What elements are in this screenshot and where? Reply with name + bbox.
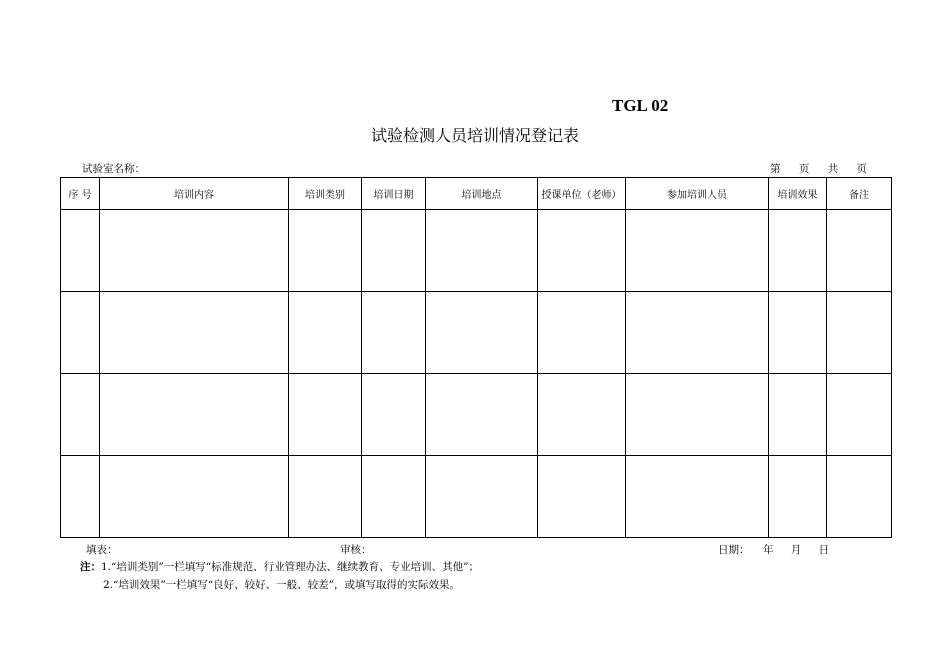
cell-content[interactable] bbox=[100, 374, 289, 456]
cell-instructor[interactable] bbox=[538, 210, 626, 292]
col-header-participants: 参加培训人员 bbox=[626, 178, 769, 210]
cell-participants[interactable] bbox=[626, 374, 769, 456]
cell-date[interactable] bbox=[362, 374, 426, 456]
lab-name-label: 试验室名称： bbox=[82, 163, 145, 175]
cell-category[interactable] bbox=[289, 210, 362, 292]
cell-location[interactable] bbox=[426, 374, 538, 456]
cell-category[interactable] bbox=[289, 456, 362, 538]
cell-content[interactable] bbox=[100, 292, 289, 374]
training-register-table bbox=[60, 177, 892, 538]
cell-location[interactable] bbox=[426, 292, 538, 374]
note-2: 2.“培训效果”一栏填写“良好、较好、一般、较差”，或填写取得的实际效果。 bbox=[103, 579, 460, 591]
cell-date[interactable] bbox=[362, 292, 426, 374]
cell-index[interactable] bbox=[61, 374, 100, 456]
cell-location[interactable] bbox=[426, 456, 538, 538]
cell-date[interactable] bbox=[362, 210, 426, 292]
table-row bbox=[61, 210, 892, 292]
col-header-instructor: 授课单位（老师） bbox=[538, 178, 626, 210]
cell-remarks[interactable] bbox=[827, 210, 892, 292]
cell-index[interactable] bbox=[61, 456, 100, 538]
cell-date[interactable] bbox=[362, 456, 426, 538]
table-row bbox=[61, 456, 892, 538]
cell-effect[interactable] bbox=[769, 210, 827, 292]
cell-category[interactable] bbox=[289, 374, 362, 456]
col-header-index: 序 号 bbox=[61, 178, 100, 210]
note-1 bbox=[80, 559, 479, 574]
cell-remarks[interactable] bbox=[827, 292, 892, 374]
col-header-remarks: 备注 bbox=[827, 178, 892, 210]
cell-instructor[interactable] bbox=[538, 374, 626, 456]
cell-effect[interactable] bbox=[769, 456, 827, 538]
col-header-content: 培训内容 bbox=[100, 178, 289, 210]
col-header-category: 培训类别 bbox=[289, 178, 362, 210]
date-label: 日期： bbox=[718, 544, 750, 556]
cell-location[interactable] bbox=[426, 210, 538, 292]
cell-content[interactable] bbox=[100, 210, 289, 292]
filled-by-label: 填表： bbox=[86, 544, 118, 556]
cell-index[interactable] bbox=[61, 292, 100, 374]
form-code: TGL 02 bbox=[612, 96, 669, 115]
cell-category[interactable] bbox=[289, 292, 362, 374]
table-row bbox=[61, 374, 892, 456]
cell-effect[interactable] bbox=[769, 374, 827, 456]
cell-effect[interactable] bbox=[769, 292, 827, 374]
cell-instructor[interactable] bbox=[538, 292, 626, 374]
cell-index[interactable] bbox=[61, 210, 100, 292]
cell-participants[interactable] bbox=[626, 210, 769, 292]
note-1-text: 1.“培训类别”一栏填写“标准规范、行业管理办法、继续教育、专业培训、其他”； bbox=[101, 561, 479, 573]
date-fields: 年 月 日 bbox=[763, 544, 830, 556]
page-info: 第 页 共 页 bbox=[770, 163, 868, 175]
table-row bbox=[61, 292, 892, 374]
cell-instructor[interactable] bbox=[538, 456, 626, 538]
cell-participants[interactable] bbox=[626, 456, 769, 538]
col-header-location: 培训地点 bbox=[426, 178, 538, 210]
col-header-effect: 培训效果 bbox=[769, 178, 827, 210]
header-row bbox=[61, 178, 892, 210]
note-prefix: 注： bbox=[80, 561, 101, 573]
reviewed-by-label: 审核： bbox=[340, 544, 372, 556]
cell-content[interactable] bbox=[100, 456, 289, 538]
cell-participants[interactable] bbox=[626, 292, 769, 374]
cell-remarks[interactable] bbox=[827, 374, 892, 456]
col-header-date: 培训日期 bbox=[362, 178, 426, 210]
form-title: 试验检测人员培训情况登记表 bbox=[370, 126, 579, 145]
cell-remarks[interactable] bbox=[827, 456, 892, 538]
